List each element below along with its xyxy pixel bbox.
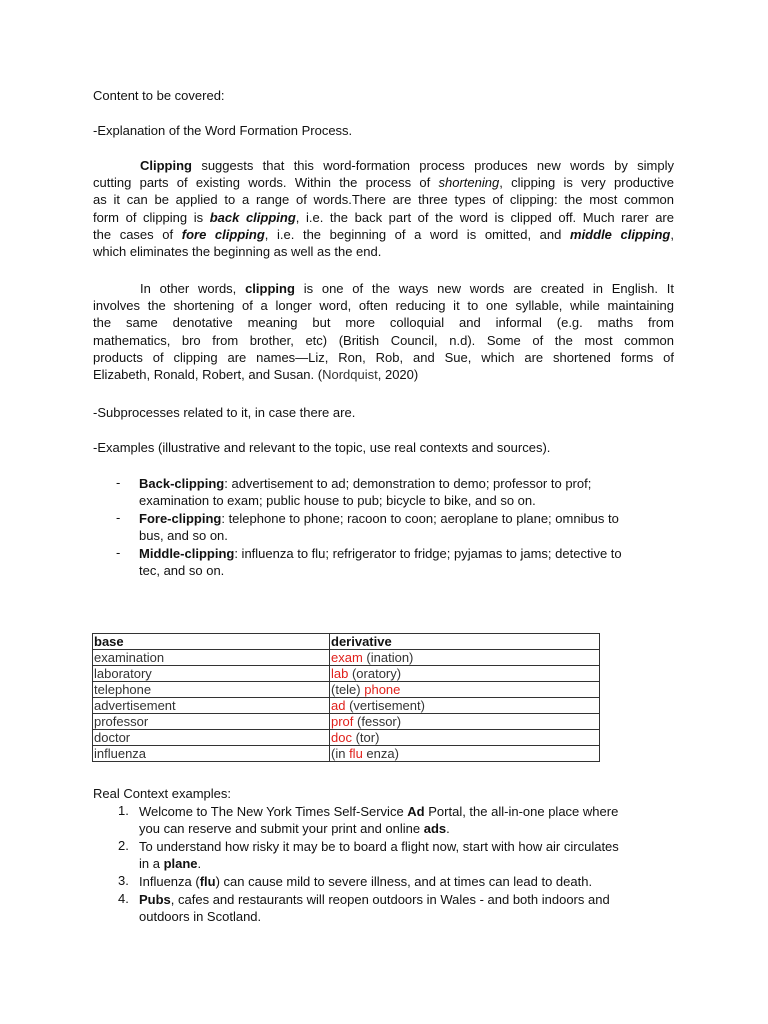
real-context-heading: Real Context examples: xyxy=(93,786,232,801)
column-header-derivative: derivative xyxy=(330,634,600,650)
column-header-base: base xyxy=(93,634,330,650)
cell-derivative: doc (tor) xyxy=(330,730,600,746)
cell-derivative: prof (fessor) xyxy=(330,714,600,730)
examples-heading: -Examples (illustrative and relevant to the topic, use real contexts and sources). xyxy=(93,440,551,455)
cell-derivative: exam (ination) xyxy=(330,650,600,666)
cell-derivative: lab (oratory) xyxy=(330,666,600,682)
list-number: 2. xyxy=(118,838,129,853)
list-dash: - xyxy=(116,475,121,490)
list-item: To understand how risky it may be to board a flight now, start with how air circulates in a plane. xyxy=(139,839,619,872)
cell-base: examination xyxy=(93,650,330,666)
table-row xyxy=(93,682,600,698)
list-number: 4. xyxy=(118,891,129,906)
subprocesses-heading: -Subprocesses related to it, in case there are. xyxy=(93,405,356,420)
table-row xyxy=(93,730,600,746)
clipping-table xyxy=(92,633,600,762)
list-item: Pubs, cafes and restaurants will reopen outdoors in Wales - and both indoors and outdoors in Scotland. xyxy=(139,892,610,925)
table-row xyxy=(93,650,600,666)
list-number: 3. xyxy=(118,873,129,888)
content-heading: Content to be covered: xyxy=(93,88,225,103)
table-row xyxy=(93,746,600,762)
cell-derivative: (in flu enza) xyxy=(330,746,600,762)
cell-base: influenza xyxy=(93,746,330,762)
cell-base: laboratory xyxy=(93,666,330,682)
list-dash: - xyxy=(116,510,121,525)
cell-base: advertisement xyxy=(93,698,330,714)
cell-base: telephone xyxy=(93,682,330,698)
cell-base: professor xyxy=(93,714,330,730)
cell-derivative: (tele) phone xyxy=(330,682,600,698)
list-item: Welcome to The New York Times Self-Service Ad Portal, the all-in-one place where you can reserve and submit your print and online ads. xyxy=(139,804,619,837)
cell-derivative: ad (vertisement) xyxy=(330,698,600,714)
list-number: 1. xyxy=(118,803,129,818)
list-item-middle-clipping: Middle-clipping: influenza to flu; refrigerator to fridge; pyjamas to jams; detective to tec, and so on. xyxy=(139,546,622,579)
cell-base: doctor xyxy=(93,730,330,746)
list-item-back-clipping: Back-clipping: advertisement to ad; demonstration to demo; professor to prof; examination to exam; public house to pub; bicycle to bike, and so on. xyxy=(139,476,592,509)
list-item: Influenza (flu) can cause mild to severe illness, and at times can lead to death. xyxy=(139,874,593,889)
table-row xyxy=(93,714,600,730)
table-header-row xyxy=(93,634,600,650)
table-row xyxy=(93,666,600,682)
in-other-words-paragraph: In other words, clipping is one of the ways new words are created in English. It involves the shortening of a longer word, often reducing it to one syllable, while maintaining the same denotative meaning but more colloquial and informal (e.g. maths from mathematics, bro from brother, etc) (British Council, n.d). Some of the most common products of clipping are names—Liz, Ron, Rob, and Sue, which are shortened forms of Elizabeth, Ronald, Robert, and Susan. (Nordquist, 2020) xyxy=(93,281,675,382)
clipping-paragraph: Clipping suggests that this word-formation process produces new words by simply cutting parts of existing words. Within the process of shortening, clipping is very productive as it can be applied to a range of words.There are three types of clipping: the most common form of clipping is back clipping, i.e. the back part of the word is clipped off. Much rarer are the cases of fore clipping, i.e. the beginning of a word is omitted, and middle clipping, which eliminates the beginning as well as the end. xyxy=(93,158,674,259)
table-row xyxy=(93,698,600,714)
explanation-heading: -Explanation of the Word Formation Process. xyxy=(93,123,353,138)
list-dash: - xyxy=(116,545,121,560)
list-item-fore-clipping: Fore-clipping: telephone to phone; racoon to coon; aeroplane to plane; omnibus to bus, and so on. xyxy=(139,511,619,544)
